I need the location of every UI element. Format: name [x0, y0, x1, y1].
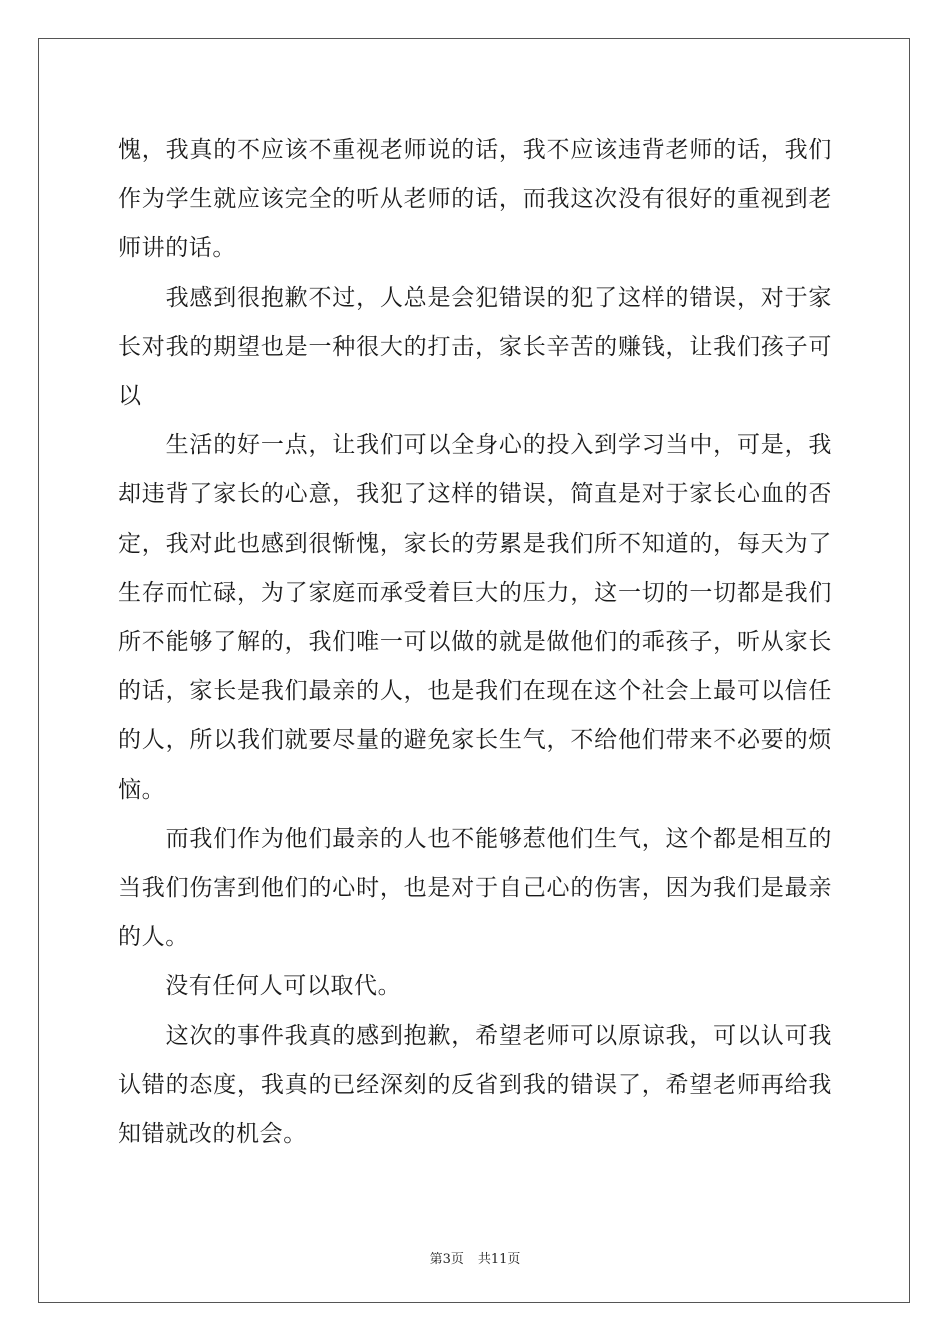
paragraph-3: 生活的好一点，让我们可以全身心的投入到学习当中，可是，我却违背了家长的心意，我犯了这样的错误，简直是对于家长心血的否定，我对此也感到很惭愧，家长的劳累是我们所不知道的，每天为了生存而忙碌，为了家庭而承受着巨大的压力，这一切的一切都是我们所不能够了解的，我们唯一可以做的就是做他们的乖孩子，听从家长的话，家长是我们最亲的人，也是我们在现在这个社会上最可以信任的人，所以我们就要尽量的避免家长生气，不给他们带来不必要的烦恼。 — [118, 432, 832, 803]
paragraph-2: 我感到很抱歉不过，人总是会犯错误的犯了这样的错误，对于家长对我的期望也是一种很大的打击，家长辛苦的赚钱，让我们孩子可以 — [118, 284, 832, 410]
paragraph-6: 这次的事件我真的感到抱歉，希望老师可以原谅我，可以认可我认错的态度，我真的已经深刻的反省到我的错误了，希望老师再给我知错就改的机会。 — [118, 1022, 832, 1148]
paragraph-1: 愧，我真的不应该不重视老师说的话，我不应该违背老师的话，我们作为学生就应该完全的听从老师的话，而我这次没有很好的重视到老师讲的话。 — [118, 137, 832, 262]
document-body — [118, 126, 832, 1159]
page-total: 共11页 — [477, 1252, 521, 1267]
page-number: 第3页 — [429, 1252, 464, 1267]
page-footer — [0, 1248, 950, 1267]
paragraph-4: 而我们作为他们最亲的人也不能够惹他们生气，这个都是相互的当我们伤害到他们的心时，也是对于自己心的伤害，因为我们是最亲的人。 — [118, 825, 832, 951]
paragraph-5: 没有任何人可以取代。 — [118, 973, 402, 1000]
